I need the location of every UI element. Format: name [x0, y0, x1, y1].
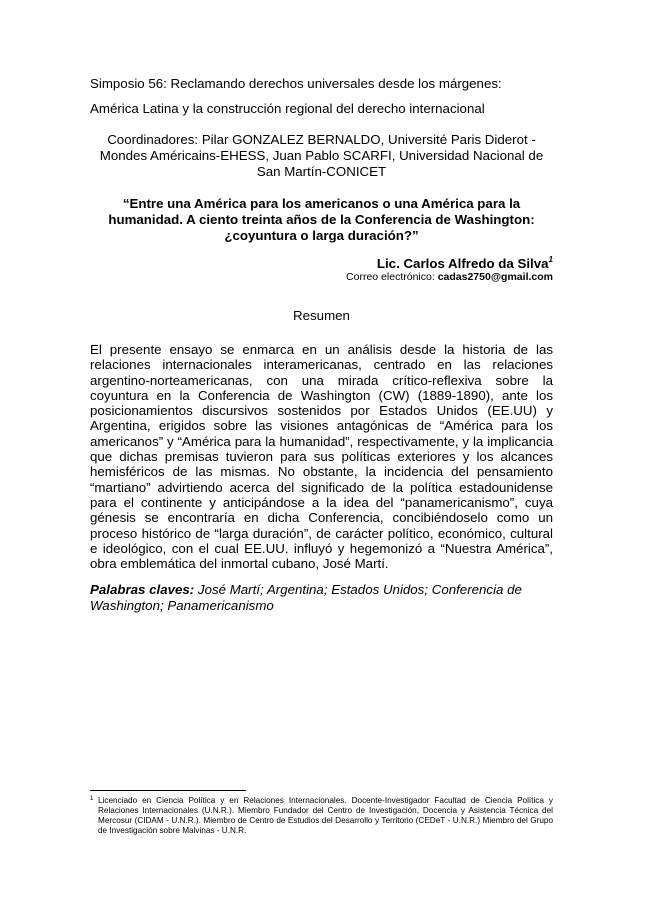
footnote-mark: 1	[90, 796, 94, 802]
author-name	[90, 256, 553, 271]
paper-title: “Entre una América para los americanos o una América para la humanidad. A ciento treinta años de la Conferencia de Washington: ¿coyuntura o larga duración?”	[108, 196, 535, 243]
coordinators: Coordinadores: Pilar GONZALEZ BERNALDO, Université Paris Diderot - Mondes Américains-EHESS, Juan Pablo SCARFI, Universidad Nacional de San Martín-CONICET	[99, 132, 544, 179]
footnote-text: Licenciado en Ciencia Política y en Relaciones Internacionales. Docente-Investigador Facultad de Ciencia Política y Relaciones Internacionales (U.N.R.). Miembro Fundador del Centro de Investigación, Docencia y Asistencia Técnica del Mercosur (CIDAM - U.N.R.). Miembro de Centro de Estudios del Desarrollo y Territorio (CEDeT - U.N.R.) Miembro del Grupo de Investigación sobre Malvinas - U.N.R.	[98, 796, 553, 835]
symposium-heading: Simposio 56: Reclamando derechos universales desde los márgenes: América Latina y la construcción regional del derecho internacional	[90, 76, 502, 116]
author-name-text: Lic. Carlos Alfredo da Silva	[376, 256, 549, 271]
keywords	[90, 582, 553, 614]
abstract-heading: Resumen	[293, 308, 350, 323]
footnote-separator	[90, 790, 246, 791]
abstract-text: El presente ensayo se enmarca en un análisis desde la historia de las relaciones internacionales interamericanas, centrado en las relaciones argentino-norteamericanas, con una mirada crítico-reflexiva sobre la coyuntura en la Conferencia de Washington (CW) (1889-1890), ante los posicionamientos discursivos sostenidos por Estados Unidos (EE.UU) y Argentina, erigidos sobre las visiones antagónicas de “América para los americanos” y “América para la humanidad”, respectivamente, y la implicancia que dichas premisas tuvieron para sus políticas exteriores y los alcances hemisféricos de las mismas. No obstante, la incidencia del pensamiento “martiano” advirtiendo acerca del significado de la política estadounidense para el continente y anticipándose a la idea del “panamericanismo”, cuya génesis se encontraría en dicha Conferencia, concibiéndoselo como un proceso histórico de “larga duración”, de carácter político, económico, cultural e ideológico, con el cual EE.UU. influyó y hegemonizó a “Nuestra América”, obra emblemática del inmortal cubano, José Martí.	[90, 342, 553, 572]
author-email-line	[90, 271, 553, 284]
keywords-label: Palabras claves:	[90, 582, 195, 597]
keywords-text: José Martí; Argentina; Estados Unidos; Conferencia de Washington; Panamericanismo	[90, 582, 522, 613]
footnote	[90, 796, 553, 836]
author-email[interactable]: cadas2750@gmail.com	[437, 271, 553, 283]
email-label: Correo electrónico:	[346, 271, 435, 283]
footnote-reference[interactable]: 1	[548, 255, 553, 264]
